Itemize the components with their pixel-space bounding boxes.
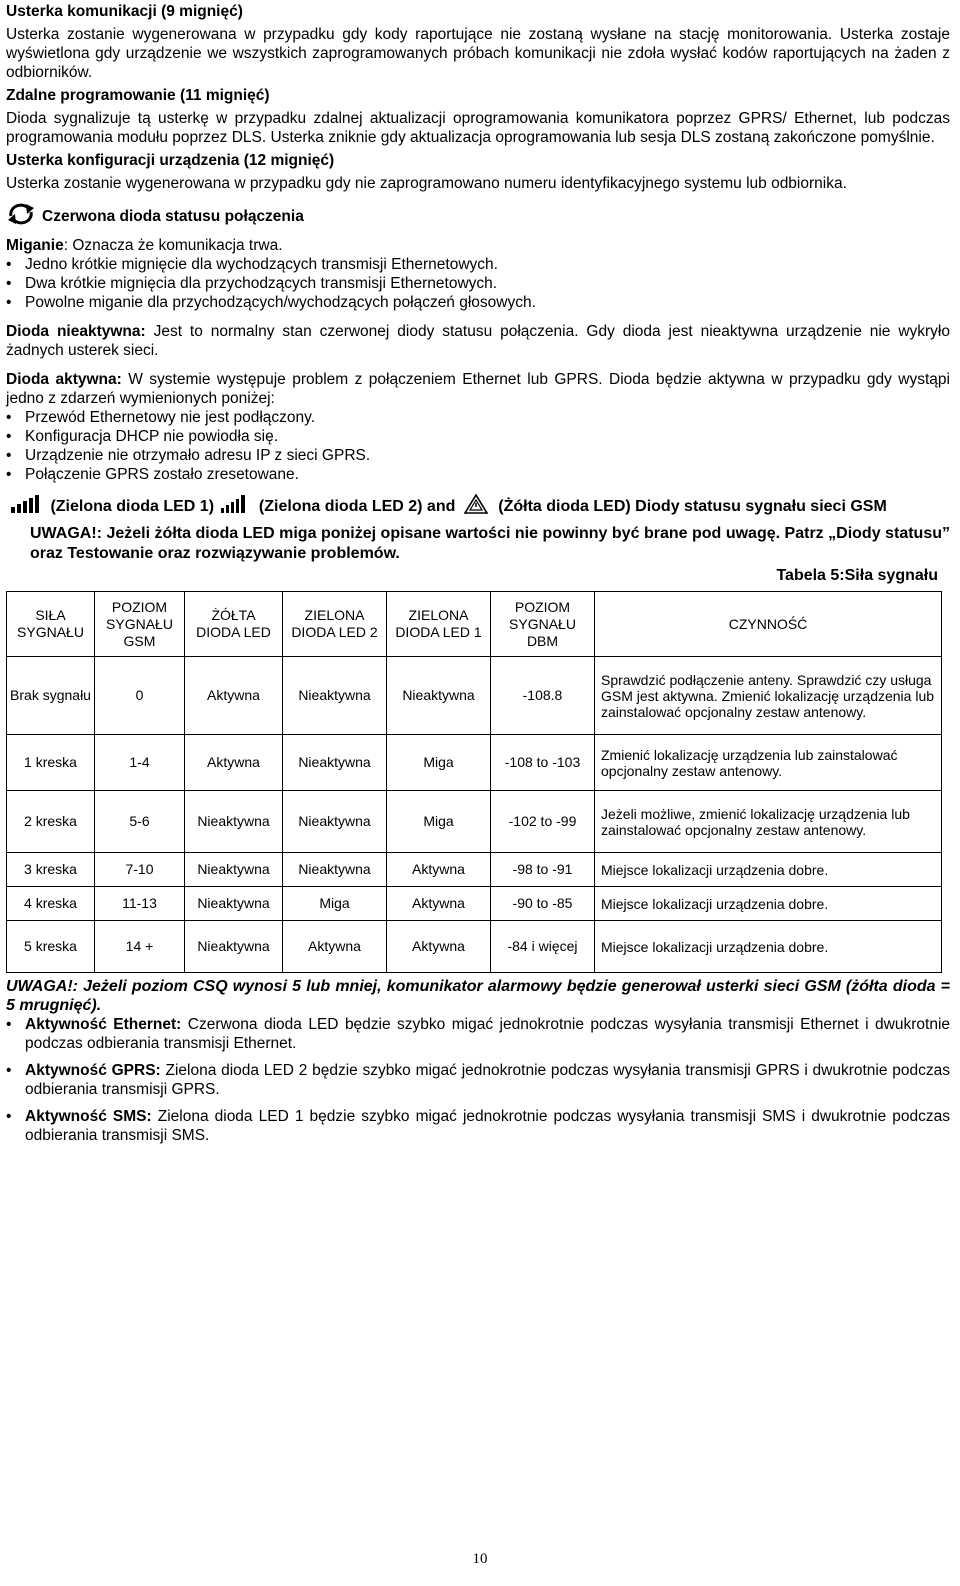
table-cell: 4 kreska (7, 887, 95, 921)
list-item (6, 1107, 950, 1145)
table-cell: Jeżeli możliwe, zmienić lokalizację urządzenia lub zainstalować opcjonalny zestaw antenowy. (595, 791, 942, 853)
csq-warning: UWAGA!: Jeżeli poziom CSQ wynosi 5 lub mniej, komunikator alarmowy będzie generował usterki sieci GSM (żółta dioda = 5 mrugnięć). (6, 978, 950, 1014)
signal-bars-icon (10, 495, 40, 519)
table-row (7, 887, 942, 921)
comm-fault-heading: Usterka komunikacji (9 mignięć) (6, 3, 243, 20)
table-cell: Aktywna (283, 921, 387, 973)
gsm-note: UWAGA!: Jeżeli żółta dioda LED miga poniżej opisane wartości nie powinny być brane pod uwagę. Patrz „Diody statusu” oraz Testowanie oraz rozwiązywanie problemów. (30, 525, 950, 562)
list-item: • Urządzenie nie otrzymało adresu IP z sieci GPRS. (6, 446, 950, 465)
active-list (6, 408, 950, 484)
activity-label: Aktywność Ethernet: (25, 1016, 182, 1033)
table-cell: Miga (283, 887, 387, 921)
table-cell: Miejsce lokalizacji urządzenia dobre. (595, 887, 942, 921)
table-cell: Aktywna (387, 853, 491, 887)
list-item: • Konfiguracja DHCP nie powiodła się. (6, 427, 950, 446)
blinking-label: Miganie (6, 237, 64, 254)
inactive-label: Dioda nieaktywna: (6, 323, 146, 340)
table-cell: Nieaktywna (283, 791, 387, 853)
table-cell: Miejsce lokalizacji urządzenia dobre. (595, 921, 942, 973)
signal-bars-icon (220, 495, 248, 519)
sync-arrows-icon (6, 203, 36, 230)
blink-list (6, 255, 950, 312)
table-cell: Aktywna (387, 887, 491, 921)
list-item: • Dwa krótkie mignięcia dla przychodzących transmisji Ethernetowych. (6, 274, 950, 293)
remote-prog-body: Dioda sygnalizuje tą usterkę w przypadku zdalnej aktualizacji oprogramowania komunikatora poprzez GPRS/ Ethernet, lub podczas programowania modułu poprzez DLS. Usterka zniknie gdy aktualizacja oprogramowania lub sesja DLS zostaną zakończone pomyślnie. (6, 110, 950, 146)
blinking-text: : Oznacza że komunikacja trwa. (63, 237, 283, 254)
table-cell: Miga (387, 735, 491, 791)
table-header-row (7, 592, 942, 657)
table-cell: 5-6 (95, 791, 185, 853)
list-item: • Połączenie GPRS zostało zresetowane. (6, 465, 950, 484)
table-cell: 0 (95, 657, 185, 735)
table-cell: Nieaktywna (185, 791, 283, 853)
signal-strength-table (6, 591, 942, 973)
gsm-heading-part1: (Zielona dioda LED 1) (50, 498, 215, 516)
list-item (6, 1061, 950, 1099)
table-row (7, 791, 942, 853)
table-cell: Zmienić lokalizację urządzenia lub zainstalować opcjonalny zestaw antenowy. (595, 735, 942, 791)
table-row (7, 921, 942, 973)
blinking-line (6, 236, 950, 255)
table-cell: Nieaktywna (387, 657, 491, 735)
activity-text: Zielona dioda LED 2 będzie szybko migać jednokrotnie podczas wysyłania transmisji GPRS i dwukrotnie podczas odbierania transmisji GPRS. (25, 1062, 950, 1098)
red-led-heading (6, 203, 950, 230)
table-cell: Nieaktywna (283, 657, 387, 735)
inactive-paragraph (6, 322, 950, 360)
table-cell: Miejsce lokalizacji urządzenia dobre. (595, 853, 942, 887)
warning-triangle-icon (464, 494, 488, 520)
table-cell: Brak sygnału (7, 657, 95, 735)
page-number: 10 (472, 1551, 488, 1567)
table-header: ZIELONA DIODA LED 1 (387, 592, 491, 657)
table-cell: 2 kreska (7, 791, 95, 853)
table-cell: Aktywna (387, 921, 491, 973)
config-fault-heading: Usterka konfiguracji urządzenia (12 mignięć) (6, 152, 335, 169)
table-cell: 7-10 (95, 853, 185, 887)
list-item: • Powolne miganie dla przychodzących/wychodzących połączeń głosowych. (6, 293, 950, 312)
table-cell: Aktywna (185, 657, 283, 735)
table-caption: Tabela 5:Siła sygnału (776, 567, 938, 584)
table-cell: -102 to -99 (491, 791, 595, 853)
table-header: SIŁA SYGNAŁU (7, 592, 95, 657)
table-row (7, 853, 942, 887)
gsm-heading (6, 494, 950, 520)
table-cell: 1-4 (95, 735, 185, 791)
gsm-heading-part2: (Zielona dioda LED 2) and (258, 498, 456, 516)
table-cell: Aktywna (185, 735, 283, 791)
table-cell: Nieaktywna (185, 887, 283, 921)
table-cell: Nieaktywna (185, 921, 283, 973)
comm-fault-body: Usterka zostanie wygenerowana w przypadku gdy kody raportujące nie zostaną wysłane na stację monitorowania. Usterka zostaje wyświetlona gdy urządzenie we wszystkich zaprogramowanych próbach komunikacji nie zdoła wysłać kodów raportujących na żaden z odbiorników. (6, 26, 950, 81)
table-cell: Nieaktywna (185, 853, 283, 887)
table-cell: 11-13 (95, 887, 185, 921)
config-fault-body: Usterka zostanie wygenerowana w przypadku gdy nie zaprogramowano numeru identyfikacyjnego systemu lub odbiornika. (6, 175, 847, 192)
table-cell: -108.8 (491, 657, 595, 735)
active-paragraph (6, 370, 950, 408)
activity-label: Aktywność GPRS: (25, 1062, 161, 1079)
document-page (6, 2, 950, 1145)
table-header: CZYNNOŚĆ (595, 592, 942, 657)
table-cell: 5 kreska (7, 921, 95, 973)
table-cell: -98 to -91 (491, 853, 595, 887)
table-cell: 14 + (95, 921, 185, 973)
table-row (7, 735, 942, 791)
table-cell: -90 to -85 (491, 887, 595, 921)
table-cell: -84 i więcej (491, 921, 595, 973)
table-header: ZIELONA DIODA LED 2 (283, 592, 387, 657)
table-cell: 1 kreska (7, 735, 95, 791)
activity-text: Czerwona dioda LED będzie szybko migać jednokrotnie podczas wysyłania transmisji Ethernet i dwukrotnie podczas odbierania transmisji Ethernet. (25, 1016, 951, 1052)
table-header: ŻÓŁTA DIODA LED (185, 592, 283, 657)
gsm-heading-part3: (Żółta dioda LED) Diody statusu sygnału sieci GSM (498, 498, 887, 516)
activity-label: Aktywność SMS: (25, 1108, 152, 1125)
table-cell: Nieaktywna (283, 735, 387, 791)
list-item: • Jedno krótkie mignięcie dla wychodzących transmisji Ethernetowych. (6, 255, 950, 274)
table-cell: -108 to -103 (491, 735, 595, 791)
list-item: • Przewód Ethernetowy nie jest podłączony. (6, 408, 950, 427)
active-label: Dioda aktywna: (6, 371, 122, 388)
table-header: POZIOM SYGNAŁU GSM (95, 592, 185, 657)
activity-text: Zielona dioda LED 1 będzie szybko migać jednokrotnie podczas wysyłania transmisji SMS i dwukrotnie podczas odbierania transmisji SMS. (25, 1108, 951, 1144)
red-led-heading-text: Czerwona dioda statusu połączenia (42, 208, 304, 225)
activity-list (6, 1015, 950, 1145)
table-header: POZIOM SYGNAŁU DBM (491, 592, 595, 657)
inactive-text: Jest to normalny stan czerwonej diody statusu połączenia. Gdy dioda jest nieaktywna urządzenie nie wykryło żadnych usterek sieci. (6, 323, 950, 359)
active-text: W systemie występuje problem z połączeniem Ethernet lub GPRS. Dioda będzie aktywna w przypadku gdy wystąpi jedno z zdarzeń wymienionych poniżej: (6, 371, 950, 407)
table-row (7, 657, 942, 735)
remote-prog-heading: Zdalne programowanie (11 mignięć) (6, 87, 270, 104)
list-item (6, 1015, 950, 1053)
table-cell: Sprawdzić podłączenie anteny. Sprawdzić czy usługa GSM jest aktywna. Zmienić lokalizację urządzenia lub zainstalować opcjonalny zestaw antenowy. (595, 657, 942, 735)
table-cell: Miga (387, 791, 491, 853)
table-cell: Nieaktywna (283, 853, 387, 887)
table-cell: 3 kreska (7, 853, 95, 887)
